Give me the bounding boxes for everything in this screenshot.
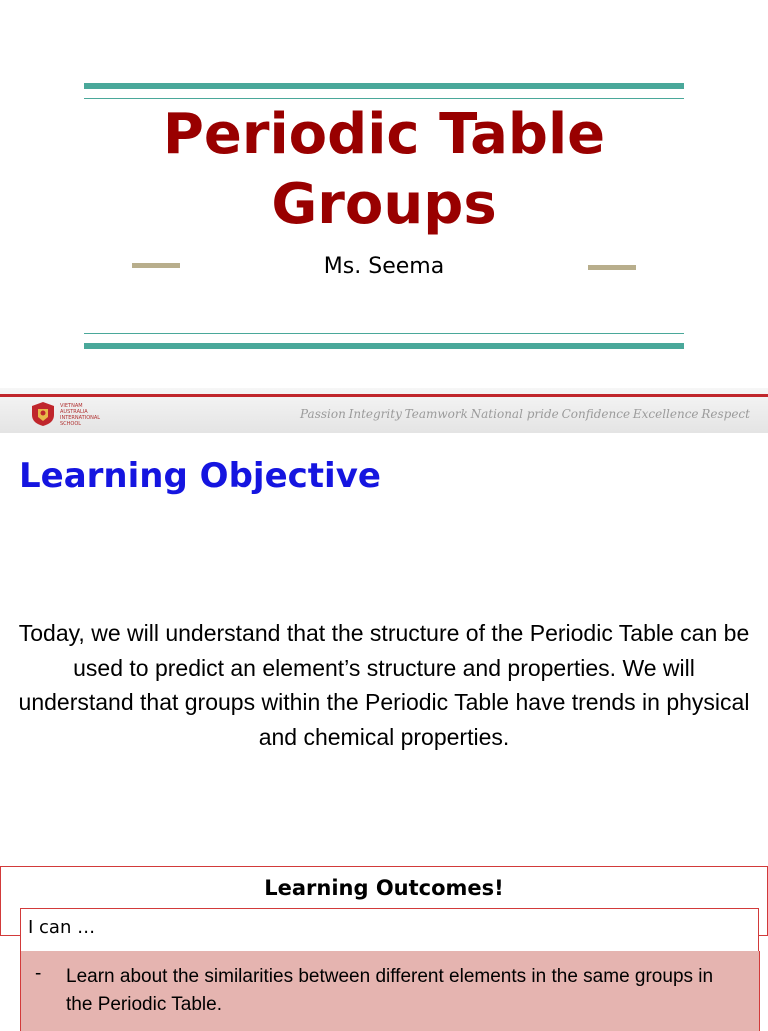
value-confidence: Confidence (561, 407, 631, 421)
value-national-pride: National pride (470, 407, 559, 421)
outcome-item-text: Learn about the similarities between different elements in the same groups in the Periodic Table. (66, 966, 714, 1015)
outcome-bullet: - (35, 963, 42, 984)
value-respect: Respect (701, 407, 750, 421)
value-passion: Passion (300, 407, 346, 421)
value-integrity: Integrity (348, 407, 402, 421)
title-line-1: Periodic Table (162, 102, 606, 167)
school-values (300, 407, 750, 421)
top-rule-thick (84, 83, 684, 89)
author-name: Ms. Seema (323, 254, 445, 279)
school-crest-icon (30, 401, 56, 427)
value-teamwork: Teamwork (404, 407, 468, 421)
slide-title (84, 100, 684, 240)
school-name: VIETNAM AUSTRALIA INTERNATIONAL SCHOOL (60, 403, 101, 427)
banner-red-stripe (0, 394, 768, 397)
bottom-rule-thin (84, 333, 684, 334)
i-can-box (20, 908, 759, 952)
right-accent-dash (588, 265, 636, 270)
learning-outcomes-heading: Learning Outcomes! (264, 876, 504, 900)
learning-objective-text: Today, we will understand that the structure of the Periodic Table can be used to predict an element’s structure and properties. We will understand that groups within the Periodic Table have trends in physical and chemical properties. (18, 620, 750, 750)
value-excellence: Excellence (632, 407, 699, 421)
bottom-rule-thick (84, 343, 684, 349)
title-line-2: Groups (271, 172, 497, 237)
top-rule-thin (84, 98, 684, 99)
i-can-label: I can … (28, 917, 96, 938)
learning-objective-title: Learning Objective (19, 456, 381, 496)
learning-objective-heading (19, 456, 389, 496)
